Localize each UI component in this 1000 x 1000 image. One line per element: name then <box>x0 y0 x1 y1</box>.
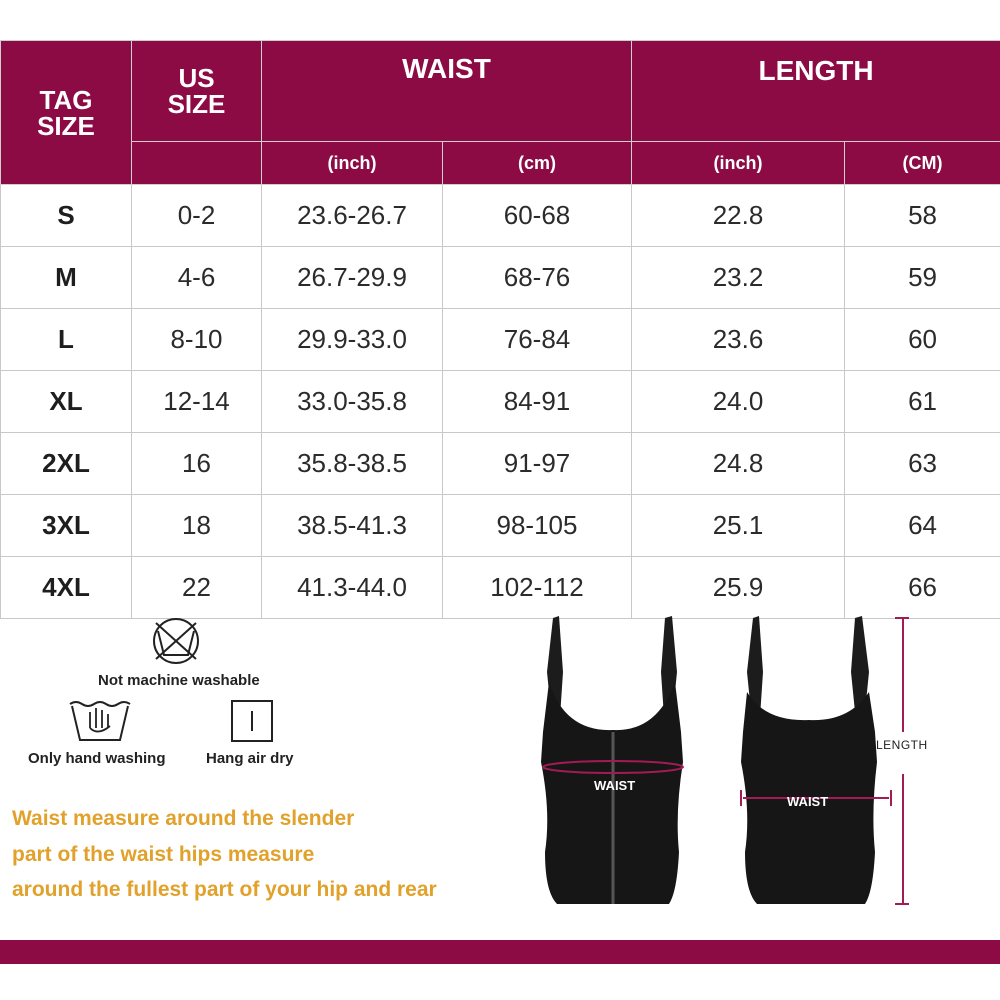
length-inch-cell: 25.1 <box>632 495 845 557</box>
length-label: LENGTH <box>876 738 928 752</box>
tag-size-cell: S <box>1 185 132 247</box>
back-garment-image <box>735 612 910 912</box>
hang-dry-icon <box>230 699 274 743</box>
length-inch-cell: 23.2 <box>632 247 845 309</box>
waist-cm-cell: 84-91 <box>443 371 632 433</box>
us-size-cell: 18 <box>132 495 262 557</box>
length-cm-cell: 64 <box>845 495 1000 557</box>
table-row <box>1 371 1000 433</box>
length-inch-cell: 22.8 <box>632 185 845 247</box>
footer-bar <box>0 940 1000 964</box>
header-waist-cm: (cm) <box>443 142 632 185</box>
tag-size-cell: M <box>1 247 132 309</box>
tag-size-cell: XL <box>1 371 132 433</box>
table-row <box>1 185 1000 247</box>
hang-air-dry-label: Hang air dry <box>206 750 294 767</box>
us-size-cell: 12-14 <box>132 371 262 433</box>
length-inch-cell: 23.6 <box>632 309 845 371</box>
header-us-size: US SIZE <box>132 41 262 142</box>
tip-line-3: around the fullest part of your hip and rear <box>12 878 437 901</box>
length-inch-cell: 25.9 <box>632 557 845 619</box>
back-waist-label: WAIST <box>787 794 829 809</box>
table-row <box>1 433 1000 495</box>
waist-inch-cell: 26.7-29.9 <box>262 247 443 309</box>
not-machine-washable-label: Not machine washable <box>98 672 260 689</box>
length-cm-cell: 63 <box>845 433 1000 495</box>
header-tag-size: TAG SIZE <box>1 41 132 185</box>
length-cm-cell: 61 <box>845 371 1000 433</box>
header-length: LENGTH <box>632 41 1000 142</box>
tip-line-2: part of the waist hips measure <box>12 843 315 866</box>
waist-inch-cell: 41.3-44.0 <box>262 557 443 619</box>
length-cm-cell: 59 <box>845 247 1000 309</box>
waist-inch-cell: 35.8-38.5 <box>262 433 443 495</box>
waist-inch-cell: 33.0-35.8 <box>262 371 443 433</box>
tip-line-1: Waist measure around the slender <box>12 807 355 830</box>
length-inch-cell: 24.0 <box>632 371 845 433</box>
waist-cm-cell: 102-112 <box>443 557 632 619</box>
header-waist: WAIST <box>262 41 632 142</box>
waist-cm-cell: 68-76 <box>443 247 632 309</box>
tag-size-cell: 3XL <box>1 495 132 557</box>
header-us-size-sub <box>132 142 262 185</box>
header-length-inch: (inch) <box>632 142 845 185</box>
us-size-cell: 22 <box>132 557 262 619</box>
waist-inch-cell: 38.5-41.3 <box>262 495 443 557</box>
front-garment-image <box>525 612 700 912</box>
table-row <box>1 495 1000 557</box>
table-row <box>1 309 1000 371</box>
waist-cm-cell: 76-84 <box>443 309 632 371</box>
front-waist-label: WAIST <box>594 778 636 793</box>
table-row <box>1 557 1000 619</box>
tag-size-cell: L <box>1 309 132 371</box>
header-waist-inch: (inch) <box>262 142 443 185</box>
length-cm-cell: 66 <box>845 557 1000 619</box>
size-chart-table <box>0 40 1000 619</box>
us-size-cell: 8-10 <box>132 309 262 371</box>
length-inch-cell: 24.8 <box>632 433 845 495</box>
us-size-cell: 0-2 <box>132 185 262 247</box>
length-cm-cell: 60 <box>845 309 1000 371</box>
us-size-cell: 16 <box>132 433 262 495</box>
waist-cm-cell: 98-105 <box>443 495 632 557</box>
waist-inch-cell: 23.6-26.7 <box>262 185 443 247</box>
us-size-cell: 4-6 <box>132 247 262 309</box>
waist-cm-cell: 60-68 <box>443 185 632 247</box>
tag-size-cell: 4XL <box>1 557 132 619</box>
header-length-cm: (CM) <box>845 142 1000 185</box>
waist-cm-cell: 91-97 <box>443 433 632 495</box>
tag-size-cell: 2XL <box>1 433 132 495</box>
waist-inch-cell: 29.9-33.0 <box>262 309 443 371</box>
table-row <box>1 247 1000 309</box>
hand-wash-icon <box>68 698 132 744</box>
no-machine-wash-icon <box>148 617 204 665</box>
length-cm-cell: 58 <box>845 185 1000 247</box>
hand-washing-label: Only hand washing <box>28 750 166 767</box>
